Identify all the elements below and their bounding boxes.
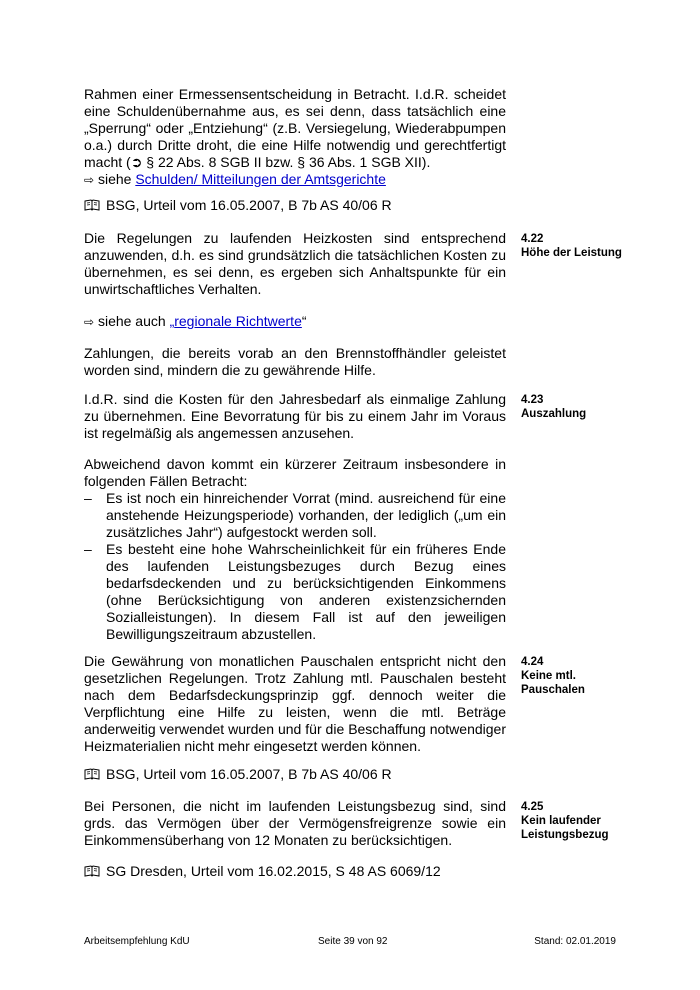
section-title: Kein laufender Leistungsbezug bbox=[521, 815, 609, 841]
paragraph-pauschalen: Die Gewährung von monatlichen Pauschalen entspricht nicht den gesetzlichen Regelungen. Trotz Zahlung mtl. Pauschalen besteht nach dem Bedarfsdeckungsprinzip ggf. dennoch weiter die Verpflichtung eine Hilfe zu leisten, wenn die mtl. Beträge anderweitig verwendet wurden und für die Beschaffung notwendiger Heizmaterialien nicht mehr eingesetzt werden können. bbox=[84, 653, 506, 754]
list-item: – Es ist noch ein hinreichender Vorrat (mind. ausreichend für eine anstehende Heizungsperiode) vorhanden, der lediglich („um ein zusätzliches Jahr“) aufgestockt werden soll. bbox=[84, 490, 506, 541]
arrow-right-icon: ⇨ bbox=[84, 173, 95, 187]
case-reference-3 bbox=[84, 863, 506, 880]
section-title: Keine mtl. Pauschalen bbox=[521, 670, 585, 696]
paragraph-zahlungen: Zahlungen, die bereits vorab an den Brennstoffhändler geleistet worden sind, mindern die zu gewährende Hilfe. bbox=[84, 345, 506, 378]
intro-text: Rahmen einer Ermessensentscheidung in Betracht. I.d.R. scheidet eine Schuldenübernahme aus, es sei denn, dass tatsächlich eine „Sperrung“ oder „Entziehung“ (z.B. Versiegelung, Wiederabpumpen o.a.) durch Dritte droht, die eine Hilfe notwendig und gerechtfertigt macht ( bbox=[84, 86, 506, 170]
intro-block: Rahmen einer Ermessensentscheidung in Betracht. I.d.R. scheidet eine Schuldenübernahme aus, es sei denn, dass tatsächlich eine „Sperrung“ oder „Entziehung“ (z.B. Versiegelung, Wiederabpumpen o.a.) durch Dritte droht, die eine Hilfe notwendig und gerechtfertigt macht (➲ § 22 Abs. 8 SGB II bzw. § 36 Abs. 1 SGB XII). ⇨ siehe Schulden/ Mitteilungen der Amtsgerichte bbox=[84, 86, 506, 187]
case-citation: SG Dresden, Urteil vom 16.02.2015, S 48 AS 6069/12 bbox=[106, 863, 441, 879]
book-icon bbox=[84, 865, 100, 877]
reference-icon: ➲ bbox=[130, 154, 143, 170]
section-number: 4.23 bbox=[521, 394, 544, 406]
section-number: 4.25 bbox=[521, 801, 544, 813]
section-title: Höhe der Leistung bbox=[521, 247, 622, 259]
footer-page-number: Seite 39 von 92 bbox=[318, 936, 388, 947]
section-title: Auszahlung bbox=[521, 408, 587, 420]
arrow-right-icon: ⇨ bbox=[84, 315, 95, 329]
paragraph-personen: Bei Personen, die nicht im laufenden Leistungsbezug sind, sind grds. das Vermögen über der Vermögensfreigrenze sowie ein Einkommensüberhang von 12 Monaten zu berücksichtigen. bbox=[84, 798, 506, 848]
footer-document-title: Arbeitsempfehlung KdU bbox=[84, 936, 190, 947]
paragraph-heizkosten: Die Regelungen zu laufenden Heizkosten sind entsprechend anzuwenden, d.h. es sind grundsätzlich die tatsächlichen Kosten zu übernehmen, es sei denn, es ergeben sich Anhaltspunkte für ein unwirtschaftliches Verhalten. bbox=[84, 230, 506, 297]
link-regionale-richtwerte[interactable]: „regionale Richtwerte bbox=[169, 313, 302, 329]
book-icon bbox=[84, 768, 100, 780]
paragraph-abweichend: Abweichend davon kommt ein kürzerer Zeitraum insbesondere in folgenden Fällen Betracht: – Es ist noch ein hinreichender Vorrat (mind. ausreichend für eine anstehende Heizungsperiode) vorhanden, der lediglich („um ein zusätzliches Jahr“) aufgestockt werden soll. – Es besteht eine hohe Wahrscheinlichkeit für ein früheres Ende des laufenden Leistungsbezuges durch Bezug eines bedarfsdeckenden und zu berücksichtigenden Einkommens (ohne Berücksichtigung von anderen existenzsichernden Sozialleistungen). In diesem Fall ist auf den jeweiligen Bewilligungszeitraum abzustellen. bbox=[84, 456, 506, 643]
case-reference-2 bbox=[84, 766, 506, 783]
exception-list bbox=[84, 490, 506, 643]
paragraph-jahresbedarf: I.d.R. sind die Kosten für den Jahresbedarf als einmalige Zahlung zu übernehmen. Eine Bevorratung für bis zu einem Jahr im Voraus ist regelmäßig als angemessen anzusehen. bbox=[84, 391, 506, 441]
section-label-4-24 bbox=[521, 655, 641, 697]
section-label-4-23 bbox=[521, 393, 641, 421]
footer-date: Stand: 02.01.2019 bbox=[534, 936, 616, 947]
section-label-4-25 bbox=[521, 800, 641, 842]
list-item: – Es besteht eine hohe Wahrscheinlichkeit für ein früheres Ende des laufenden Leistungsbezuges durch Bezug eines bedarfsdeckenden und zu berücksichtigenden Einkommens (ohne Berücksichtigung von anderen existenzsichernden Sozialleistungen). In diesem Fall ist auf den jeweiligen Bewilligungszeitraum abzustellen. bbox=[84, 541, 506, 643]
section-label-4-22 bbox=[521, 232, 641, 260]
legal-reference: § 22 Abs. 8 SGB II bzw. § 36 Abs. 1 SGB XII). bbox=[142, 154, 431, 170]
book-icon bbox=[84, 199, 100, 211]
section-number: 4.24 bbox=[521, 656, 544, 668]
case-reference-1 bbox=[84, 197, 506, 214]
case-citation: BSG, Urteil vom 16.05.2007, B 7b AS 40/06 R bbox=[106, 766, 392, 782]
link-schulden[interactable]: Schulden/ Mitteilungen der Amtsgerichte bbox=[135, 171, 386, 187]
case-citation: BSG, Urteil vom 16.05.2007, B 7b AS 40/06 R bbox=[106, 197, 392, 213]
section-number: 4.22 bbox=[521, 233, 544, 245]
see-also-line: ⇨ siehe auch „regionale Richtwerte“ bbox=[84, 313, 307, 329]
